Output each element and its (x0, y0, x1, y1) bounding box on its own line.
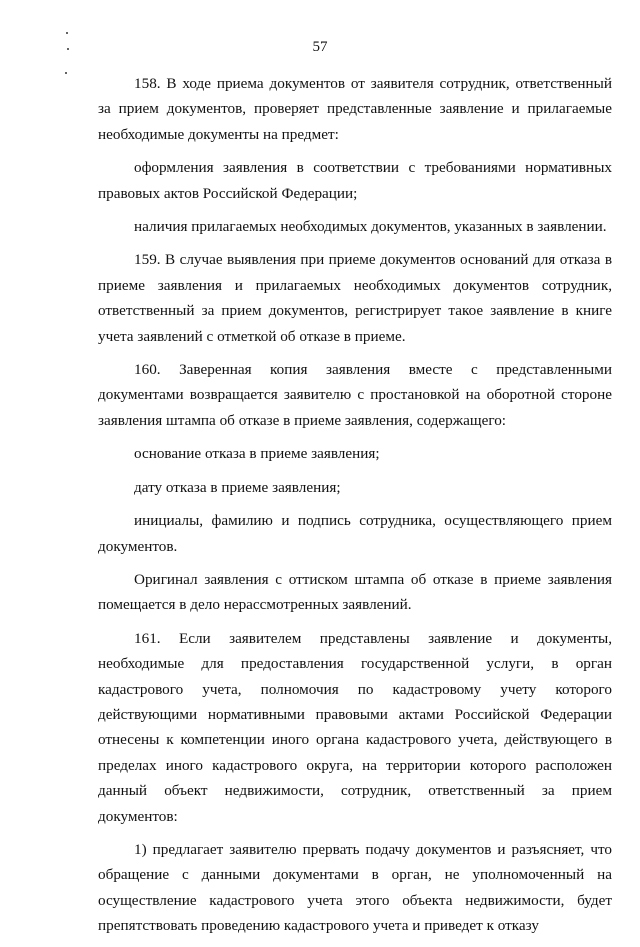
paragraph-159: 159. В случае выявления при приеме документов оснований для отказа в приеме заявления и прилагаемых необходимых документов сотрудник, ответственный за прием документов, регистрирует такое заявление в книге учета заявлений с отметкой об отказе в приеме. (98, 251, 612, 345)
paragraph-160-original: Оригинал заявления с оттиском штампа об отказе в приеме заявления помещается в дело нерассмотренных заявлений. (98, 570, 612, 614)
scan-mark (65, 72, 67, 74)
paragraph-160-item-2: дату отказа в приеме заявления; (134, 478, 341, 496)
document-body (98, 71, 612, 947)
paragraph-160-item-1: основание отказа в приеме заявления; (134, 445, 380, 463)
paragraph-160: 160. Заверенная копия заявления вместе с представленными документами возвращается заявителю с простановкой на оборотной стороне заявления штампа об отказе в приеме заявления, содержащего: (98, 361, 612, 429)
paragraph-161-item-1: 1) предлагает заявителю прервать подачу документов и разъясняет, что обращение с данными документами в орган, не уполномоченный на осуществление кадастрового учета этого объекта недвижимости, будет препятствовать проведению кадастрового учета и приведет к отказу (98, 840, 612, 935)
paragraph-158: 158. В ходе приема документов от заявителя сотрудник, ответственный за прием документов, проверяет представленные заявление и прилагаемые необходимые документы на предмет: (98, 75, 612, 143)
paragraph-161: 161. Если заявителем представлены заявление и документы, необходимые для предоставления государственной услуги, в орган кадастрового учета, полномочия по кадастровому учету которого действующими нормативными правовыми актами Российской Федерации отнесены к компетенции иного органа кадастрового учета, действующего в пределах иного кадастрового округа, на территории которого расположен данный объект недвижимости, сотрудник, ответственный за прием документов: (98, 629, 612, 825)
paragraph-158-item-2: наличия прилагаемых необходимых документов, указанных в заявлении. (134, 218, 607, 236)
paragraph-160-item-3: инициалы, фамилию и подпись сотрудника, осуществляющего прием документов. (98, 512, 612, 555)
paragraph-158-item-1: оформления заявления в соответствии с требованиями нормативных правовых актов Российской Федерации; (98, 159, 612, 202)
page-number: 57 (312, 39, 328, 55)
scan-mark (66, 32, 68, 34)
